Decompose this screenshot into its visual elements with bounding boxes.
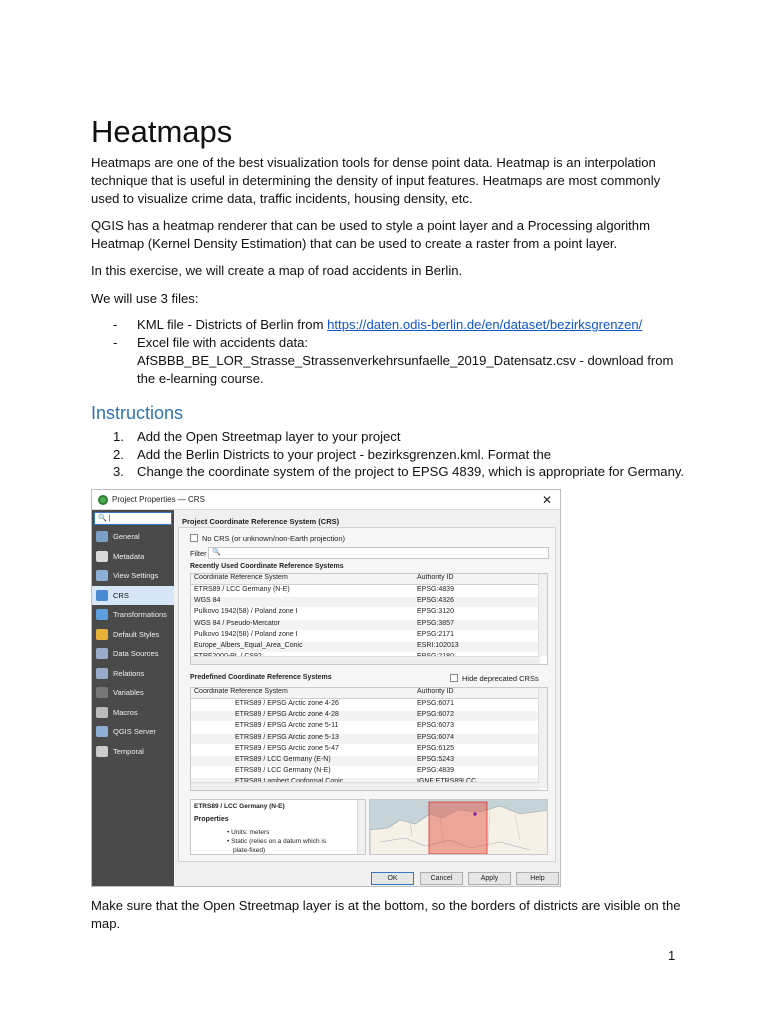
table-row[interactable] (191, 711, 547, 721)
instructions-heading: Instructions (91, 403, 184, 423)
list-item (91, 463, 691, 481)
table-row[interactable] (191, 767, 547, 777)
dialog-title-bar (92, 490, 561, 510)
crs-info-panel (190, 799, 366, 855)
hide-deprecated-label: Hide deprecated CRSs (462, 674, 539, 683)
crs-name-cell: Europe_Albers_Equal_Area_Conic (194, 642, 303, 649)
authority-cell: EPSG:4839 (417, 767, 454, 775)
sidebar-search-input[interactable]: 🔍 | (94, 512, 172, 525)
table-row[interactable] (191, 745, 547, 755)
col-crs: Coordinate Reference System (194, 688, 288, 695)
authority-cell: EPSG:5243 (417, 756, 454, 763)
vertical-scrollbar[interactable] (538, 574, 547, 656)
authority-cell: EPSG:4326 (417, 597, 454, 605)
crs-icon (96, 590, 108, 601)
sidebar-item-default-styles[interactable] (92, 625, 174, 644)
hide-deprecated-checkbox[interactable] (450, 674, 458, 682)
dialog-title: Project Properties — CRS (112, 495, 205, 504)
sidebar-item-macros[interactable] (92, 703, 174, 722)
list-dash: - (113, 317, 118, 332)
table-row[interactable] (191, 608, 547, 618)
authority-cell: ESRI:102013 (417, 642, 459, 649)
list-item (91, 316, 691, 334)
recent-title: Recently Used Coordinate Reference Systems (190, 563, 344, 570)
closing-paragraph: Make sure that the Open Streetmap layer is at the bottom, so the borders of districts are visible on the map. (91, 898, 681, 931)
sidebar-item-label: Transformations (113, 610, 167, 619)
settings-sidebar (92, 510, 174, 887)
authority-cell: EPSG:2171 (417, 630, 454, 638)
sidebar-item-label: Macros (113, 707, 138, 717)
page-number: 1 (668, 948, 676, 963)
excel-file-text: Excel file with accidents data: AfSBBB_BE_LOR_Strasse_Strassenverkehrsunfaelle_2019_Datensatz.csv - download from the e-learning course. (137, 335, 674, 386)
instructions-list (91, 428, 691, 481)
project-properties-dialog (91, 489, 561, 887)
crs-name-cell: ETRS89 / LCC Germany (E-N) (235, 756, 331, 763)
predefined-crs-table[interactable] (190, 687, 548, 791)
crs-name-cell: ETRS89 / EPSG Arctic zone 5-11 (235, 722, 339, 730)
crs-name-cell: ETRS89 / LCC Germany (N-E) (194, 586, 290, 593)
temporal-icon (96, 746, 108, 757)
table-row[interactable] (191, 642, 547, 652)
section-title: Project Coordinate Reference System (CRS) (182, 517, 340, 526)
sidebar-item-relations[interactable] (92, 664, 174, 683)
relations-icon (96, 668, 108, 679)
col-crs: Coordinate Reference System (194, 574, 288, 581)
authority-cell: EPSG:6073 (417, 722, 454, 730)
prop-units: • Units: meters (227, 829, 270, 836)
sidebar-item-label: Temporal (113, 746, 144, 756)
table-row[interactable] (191, 722, 547, 732)
table-header (191, 688, 547, 699)
crs-name-cell: ETRS89 / LCC Germany (N-E) (235, 767, 331, 775)
list-item (91, 334, 691, 388)
intro-paragraph: Heatmaps are one of the best visualization tools for dense point data. Heatmap is an interpolation technique that is useful in determining the density of input features. Heatmaps are most commonly used to visualize crime data, traffic incidents, housing density, etc. (91, 155, 661, 206)
table-row[interactable] (191, 734, 547, 744)
sidebar-item-view-settings[interactable] (92, 566, 174, 585)
predefined-title: Predefined Coordinate Reference Systems (190, 674, 332, 681)
authority-cell: EPSG:3857 (417, 619, 454, 627)
table-header (191, 574, 547, 585)
sidebar-item-label: General (113, 532, 140, 541)
crs-name-cell: ETRS89 / EPSG Arctic zone 5-47 (235, 744, 339, 752)
sidebar-item-temporal[interactable] (92, 742, 174, 761)
sidebar-item-label: CRS (113, 590, 129, 600)
qgis-server-icon (96, 726, 108, 737)
help-button[interactable]: Help (516, 872, 559, 885)
sidebar-item-variables[interactable] (92, 683, 174, 702)
ok-button[interactable]: OK (371, 872, 414, 885)
crs-name-cell: Pulkovo 1942(58) / Poland zone I (194, 608, 298, 616)
variables-icon (96, 687, 108, 698)
vertical-scrollbar[interactable] (538, 688, 547, 782)
sidebar-item-label: Default Styles (113, 629, 160, 639)
qgis-paragraph: QGIS has a heatmap renderer that can be used to style a point layer and a Processing algorithm Heatmap (Kernel Density Estimation) that can be used to create a raster from a point layer. (91, 218, 650, 251)
authority-cell: EPSG:3120 (417, 608, 454, 616)
selected-crs-name: ETRS89 / LCC Germany (N-E) (194, 803, 285, 810)
crs-name-cell: WGS 84 (194, 597, 221, 605)
prop-static: • Static (relies on a datum which is (227, 838, 327, 845)
crs-panel (178, 512, 558, 862)
table-row[interactable] (191, 700, 547, 710)
table-row[interactable] (191, 620, 547, 630)
kml-file-text: KML file - Districts of Berlin from (137, 317, 328, 332)
filter-label: Filter (190, 549, 207, 558)
prop-plate: plate-fixed) (233, 847, 266, 854)
authority-cell: EPSG:4839 (417, 586, 454, 593)
transformations-icon (96, 609, 108, 620)
list-dash: - (113, 335, 118, 350)
files-list (91, 316, 691, 388)
exercise-paragraph: In this exercise, we will create a map of road accidents in Berlin. (91, 263, 463, 278)
crs-name-cell: ETRS89 / EPSG Arctic zone 4-26 (235, 700, 339, 707)
cancel-button[interactable]: Cancel (420, 872, 463, 885)
sidebar-item-label: Data Sources (113, 649, 159, 658)
data-sources-icon (96, 648, 108, 659)
horizontal-scrollbar[interactable] (191, 656, 540, 665)
filter-input[interactable] (208, 547, 549, 559)
sidebar-item-data-sources[interactable] (92, 644, 174, 663)
sidebar-item-label: View Settings (113, 571, 159, 580)
general-icon (96, 531, 108, 542)
sidebar-item-label: Relations (113, 668, 145, 678)
close-icon[interactable]: ✕ (541, 493, 552, 507)
step-text: Change the coordinate system of the project to EPSG 4839, which is appropriate for Germany. (137, 464, 685, 479)
step-number: 1. (113, 429, 124, 444)
table-row[interactable] (191, 597, 547, 607)
qgis-logo-icon (98, 495, 108, 505)
crs-name-cell: ETRS89 / EPSG Arctic zone 4-28 (235, 711, 339, 719)
sidebar-item-label: Metadata (113, 551, 145, 561)
crs-name-cell: WGS 84 / Pseudo-Mercator (194, 619, 280, 627)
step-text: Add the Berlin Districts to your project - bezirksgrenzen.kml. Format the (137, 446, 552, 462)
authority-cell: EPSG:6071 (417, 700, 454, 707)
table-row[interactable] (191, 631, 547, 641)
crs-name-cell: Pulkovo 1942(58) / Poland zone I (194, 630, 298, 638)
sidebar-item-label: Variables (113, 688, 144, 697)
vertical-scrollbar[interactable] (357, 800, 365, 854)
table-row[interactable] (191, 586, 547, 596)
properties-label: Properties (194, 816, 229, 823)
list-item (91, 446, 691, 464)
horizontal-scrollbar[interactable] (191, 782, 540, 791)
files-intro: We will use 3 files: (91, 291, 199, 306)
authority-cell: EPSG:6125 (417, 744, 454, 752)
view-settings-icon (96, 570, 108, 581)
col-authority: Authority ID (417, 574, 454, 581)
list-item (91, 428, 691, 446)
sidebar-item-crs[interactable] (92, 586, 174, 605)
macros-icon (96, 707, 108, 718)
sidebar-item-metadata[interactable] (92, 547, 174, 566)
authority-cell: EPSG:6072 (417, 711, 454, 719)
crs-extent-map (369, 799, 548, 855)
step-number: 2. (113, 446, 124, 462)
no-crs-label: No CRS (or unknown/non-Earth projection) (202, 534, 345, 543)
recent-crs-table[interactable] (190, 573, 548, 665)
apply-button[interactable]: Apply (468, 872, 511, 885)
table-row[interactable] (191, 756, 547, 766)
bezirksgrenzen-link[interactable]: https://daten.odis-berlin.de/en/dataset/bezirksgrenzen/ (327, 317, 643, 332)
metadata-icon (96, 551, 108, 562)
europe-map (370, 800, 548, 855)
page-title: Heatmaps (91, 114, 233, 149)
search-icon: 🔍 (212, 549, 221, 556)
step-number: 3. (113, 464, 124, 479)
crs-name-cell: ETRS89 / EPSG Arctic zone 5-13 (235, 733, 339, 741)
step-text: Add the Open Streetmap layer to your project (137, 429, 401, 444)
authority-cell: EPSG:6074 (417, 733, 454, 741)
sidebar-item-qgis-server[interactable] (92, 722, 174, 741)
sidebar-item-label: QGIS Server (113, 727, 156, 736)
sidebar-item-general[interactable] (92, 527, 174, 546)
col-authority: Authority ID (417, 688, 454, 695)
no-crs-checkbox[interactable] (190, 534, 198, 542)
default-styles-icon (96, 629, 108, 640)
sidebar-item-transformations[interactable] (92, 605, 174, 624)
